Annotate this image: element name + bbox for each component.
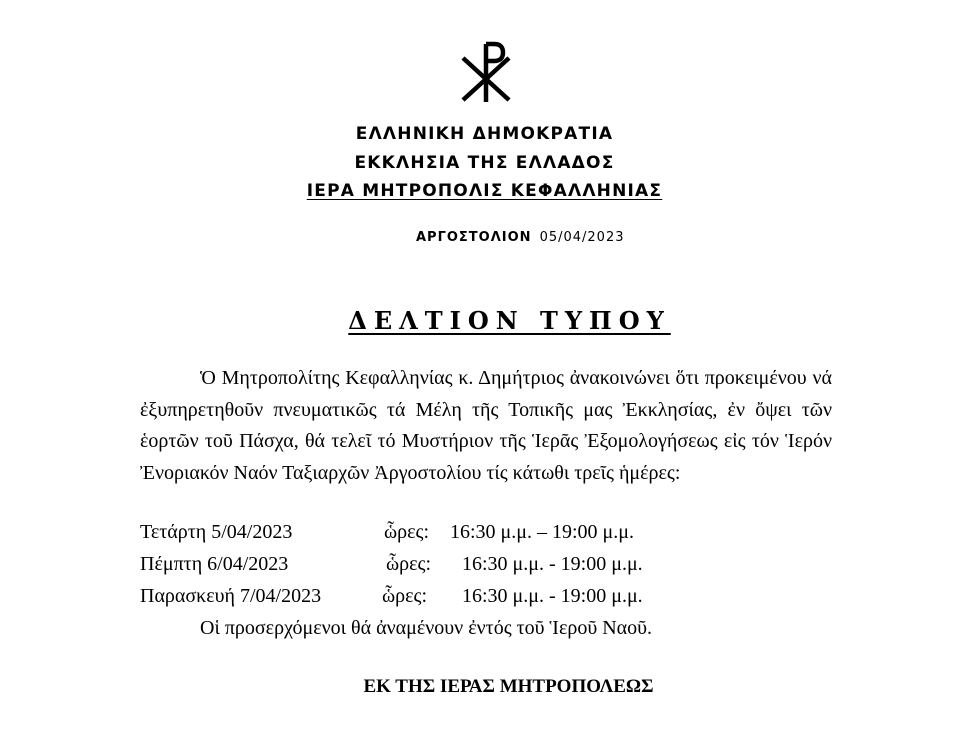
- schedule-day: Πέμπτη 6/04/2023: [140, 553, 289, 575]
- schedule-hours: 16:30 μ.μ. - 19:00 μ.μ.: [462, 553, 643, 575]
- schedule-day: Τετάρτη 5/04/2023: [140, 521, 293, 543]
- closing-line: Οἱ προσερχόμενοι θά ἀναμένουν ἐντός τοῦ Ἱεροῦ Ναοῦ.: [200, 617, 653, 639]
- dateline-date: 05/04/2023: [539, 230, 625, 245]
- schedule-hours-label: ὧρες:: [382, 585, 428, 607]
- dateline: [416, 230, 625, 245]
- body-paragraph: Ὁ Μητροπολίτης Κεφαλληνίας κ. Δημήτριος ἀνακοινώνει ὅτι προκειμένου νά ἐξυπηρετηθοῦν πνευματικῶς τά Μέλη τῆς Τοπικῆς μας Ἐκκλησίας, ἐν ὄψει τῶν ἑορτῶν τοῦ Πάσχα, θά τελεῖ τό Μυστήριον τῆς Ἱερᾶς Ἐξομολογήσεως εἰς τόν Ἱερόν Ἐνοριακόν Ναόν Ταξιαρχῶν Ἀργοστολίου τίς κάτωθι τρεῖς ἡμέρες:: [140, 367, 832, 484]
- header-line-2: ΕΚΚΛΗΣΙΑ ΤΗΣ ΕΛΛΑΔΟΣ: [354, 153, 615, 173]
- signature-text: ΕΚ ΤΗΣ ΙΕΡΑΣ ΜΗΤΡΟΠΟΛΕΩΣ: [363, 676, 654, 697]
- header-line-1: ΕΛΛΗΝΙΚΗ ΔΗΜΟΚΡΑΤΙΑ: [355, 124, 614, 144]
- signature: [0, 676, 973, 698]
- schedule-hours: 16:30 μ.μ. – 19:00 μ.μ.: [450, 521, 635, 543]
- schedule-hours: 16:30 μ.μ. - 19:00 μ.μ.: [462, 585, 643, 607]
- document-title-text: ΔΕΛΤΙΟΝ ΤΥΠΟΥ: [348, 306, 671, 335]
- dateline-place: ΑΡΓΟΣΤΟΛΙΟΝ: [416, 230, 532, 245]
- schedule-day: Παρασκευή 7/04/2023: [140, 585, 322, 607]
- schedule-hours-label: ὧρες:: [386, 553, 432, 575]
- document-title: [0, 306, 973, 335]
- chi-rho-icon: [456, 38, 516, 104]
- header-line-3: [0, 181, 971, 201]
- schedule-hours-label: ὧρες:: [384, 521, 430, 543]
- header-line-3-text: ΙΕΡΑ ΜΗΤΡΟΠΟΛΙΣ ΚΕΦΑΛΛΗΝΙΑΣ: [306, 181, 663, 201]
